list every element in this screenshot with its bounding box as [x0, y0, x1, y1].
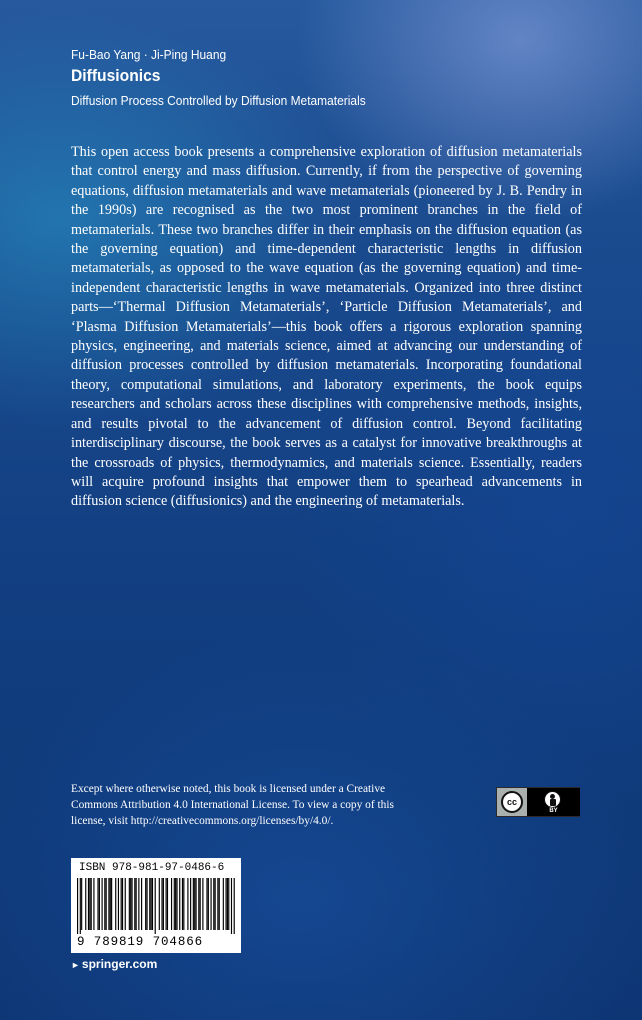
book-abstract: This open access book presents a comprehensive exploration of diffusion metamaterials that control energy and mass diffusion. Currently, if from the perspective of governing equations, diffusion metamaterials and wave metamaterials (pioneered by J. B. Pendry in the 1990s) are recognised as the two most prominent branches in the field of metamaterials. These two branches differ in their emphasis on the diffusion equation (as the governing equation) and time-dependent characteristic lengths in diffusion metamaterials, as opposed to the wave equation (as the governing equation) and time-independent characteristic lengths in wave metamaterials. Organized into three distinct parts—‘Thermal Diffusion Metamaterials’, ‘Particle Diffusion Metamaterials’, and ‘Plasma Diffusion Metamaterials’—this book offers a rigorous exploration spanning physics, engineering, and materials science, aimed at advancing our understanding of diffusion processes controlled by diffusion metamaterials. Incorporating foundational theory, computational simulations, and laboratory experiments, the book equips researchers and scholars across these disciplines with comprehensive methods, insights, and results pivotal to the advancement of diffusion control. Beyond facilitating interdisciplinary discourse, the book serves as a catalyst for innovative breakthroughs at the crossroads of physics, thermodynamics, and materials science. Essentially, readers will acquire profound insights that empower them to spearhead advancements in diffusion science (diffusionics) and the engineering of metamaterials.: [71, 144, 582, 510]
license-text: Except where otherwise noted, this book is licensed under a Creative Commons Attribution 4.0 International License. To view a copy of this license, visit http://creativecommons.org/licenses/by/4.0/.: [71, 783, 394, 827]
barcode-box: [71, 858, 241, 953]
book-title: Diffusionics: [71, 66, 161, 85]
isbn-label: ISBN 978-981-97-0486-6: [79, 862, 225, 874]
authors: Fu-Bao Yang · Ji-Ping Huang: [71, 47, 227, 62]
attribution-person-icon: [544, 791, 561, 808]
cc-by-license-badge[interactable]: [496, 787, 580, 817]
springer-link-label: springer.com: [81, 957, 158, 971]
by-label: BY: [549, 808, 558, 814]
book-subtitle: Diffusion Process Controlled by Diffusion Metamaterials: [71, 93, 366, 108]
barcode-digits: 9 789819 704866: [77, 935, 204, 949]
arrow-right-icon: ►: [71, 960, 80, 970]
barcode-icon: [77, 878, 235, 934]
springer-link[interactable]: [71, 957, 157, 971]
cc-icon: cc: [501, 791, 523, 813]
